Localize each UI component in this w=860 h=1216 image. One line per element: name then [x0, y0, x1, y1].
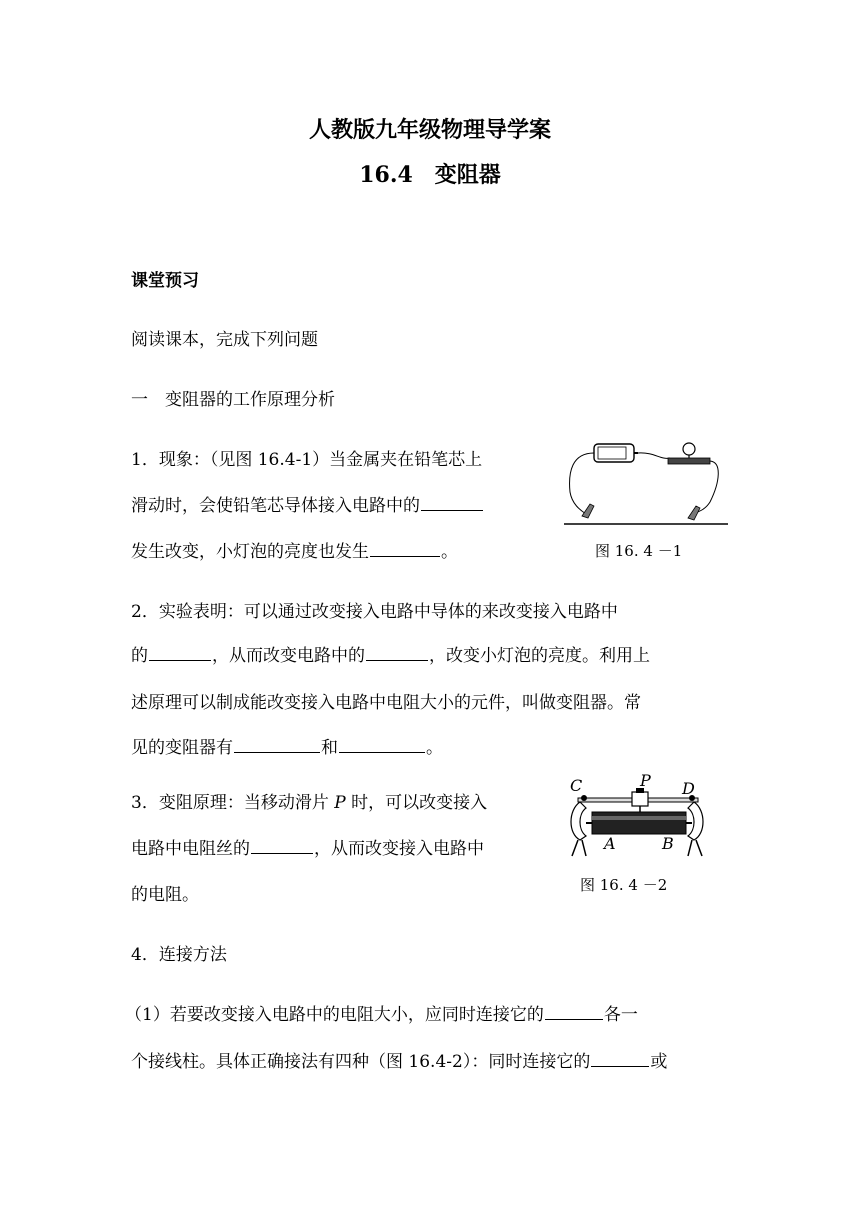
page-subtitle: 16.4 变阻器 [359, 162, 501, 188]
q4-1-line2: 个接线柱。具体正确接法有四种（图 16.4-2）：同时连接它的 或 [131, 1052, 668, 1072]
fig2-label-d: D [682, 779, 695, 798]
q2-line1: 2．实验表明：可以通过改变接入电路中导体的来改变接入电路中 [131, 602, 618, 622]
fig2-label-c: C [570, 776, 583, 795]
q3-line2: 电路中电阻丝的 ，从而改变接入电路中 [131, 839, 484, 859]
part1-heading: 一 变阻器的工作原理分析 [131, 390, 335, 410]
q1-line2: 滑动时，会使铅笔芯导体接入电路中的 [131, 491, 484, 516]
q3-line3: 的电阻。 [131, 885, 199, 905]
fig2-label-p: P [640, 771, 651, 790]
q2-line4: 见的变阻器有 和 。 [131, 738, 443, 758]
q4-line1: 4．连接方法 [131, 945, 227, 965]
q3-blank-1[interactable] [251, 837, 313, 854]
page-title: 人教版九年级物理导学案 [308, 117, 551, 143]
fig2-label-b: B [662, 834, 674, 853]
section-heading: 课堂预习 [131, 271, 199, 291]
fig2-caption: 图 16. 4 －2 [580, 876, 668, 894]
q2-line3: 述原理可以制成能改变接入电路中电阻大小的元件，叫做变阻器。常 [131, 693, 641, 713]
q2-line2: 的 ，从而改变电路中的 ，改变小灯泡的亮度。利用上 [131, 646, 650, 666]
fig1-caption: 图 16. 4 －1 [595, 542, 683, 560]
fig2-label-a: A [604, 834, 616, 853]
q2-blank-2[interactable] [366, 644, 428, 661]
q1-line3: 发生改变，小灯泡的亮度也发生 。 [131, 542, 458, 562]
q1-blank-1[interactable] [421, 494, 483, 511]
section-intro: 阅读课本，完成下列问题 [131, 330, 318, 350]
q3-line1: 3．变阻原理：当移动滑片 P 时，可以改变接入 [131, 793, 488, 813]
q1-line1: 1．现象：（见图 16.4-1）当金属夹在铅笔芯上 [131, 450, 483, 470]
q1-blank-2[interactable] [370, 540, 440, 557]
q2-blank-4[interactable] [339, 736, 425, 753]
q2-blank-1[interactable] [149, 644, 211, 661]
fig1-circuit-image [560, 432, 732, 532]
q4-1-blank-1[interactable] [545, 1003, 603, 1020]
q2-blank-3[interactable] [234, 736, 320, 753]
q4-1-blank-2[interactable] [591, 1050, 649, 1067]
q4-1-line1: （1）若要改变接入电路中的电阻大小，应同时连接它的 各一 [125, 1005, 638, 1025]
